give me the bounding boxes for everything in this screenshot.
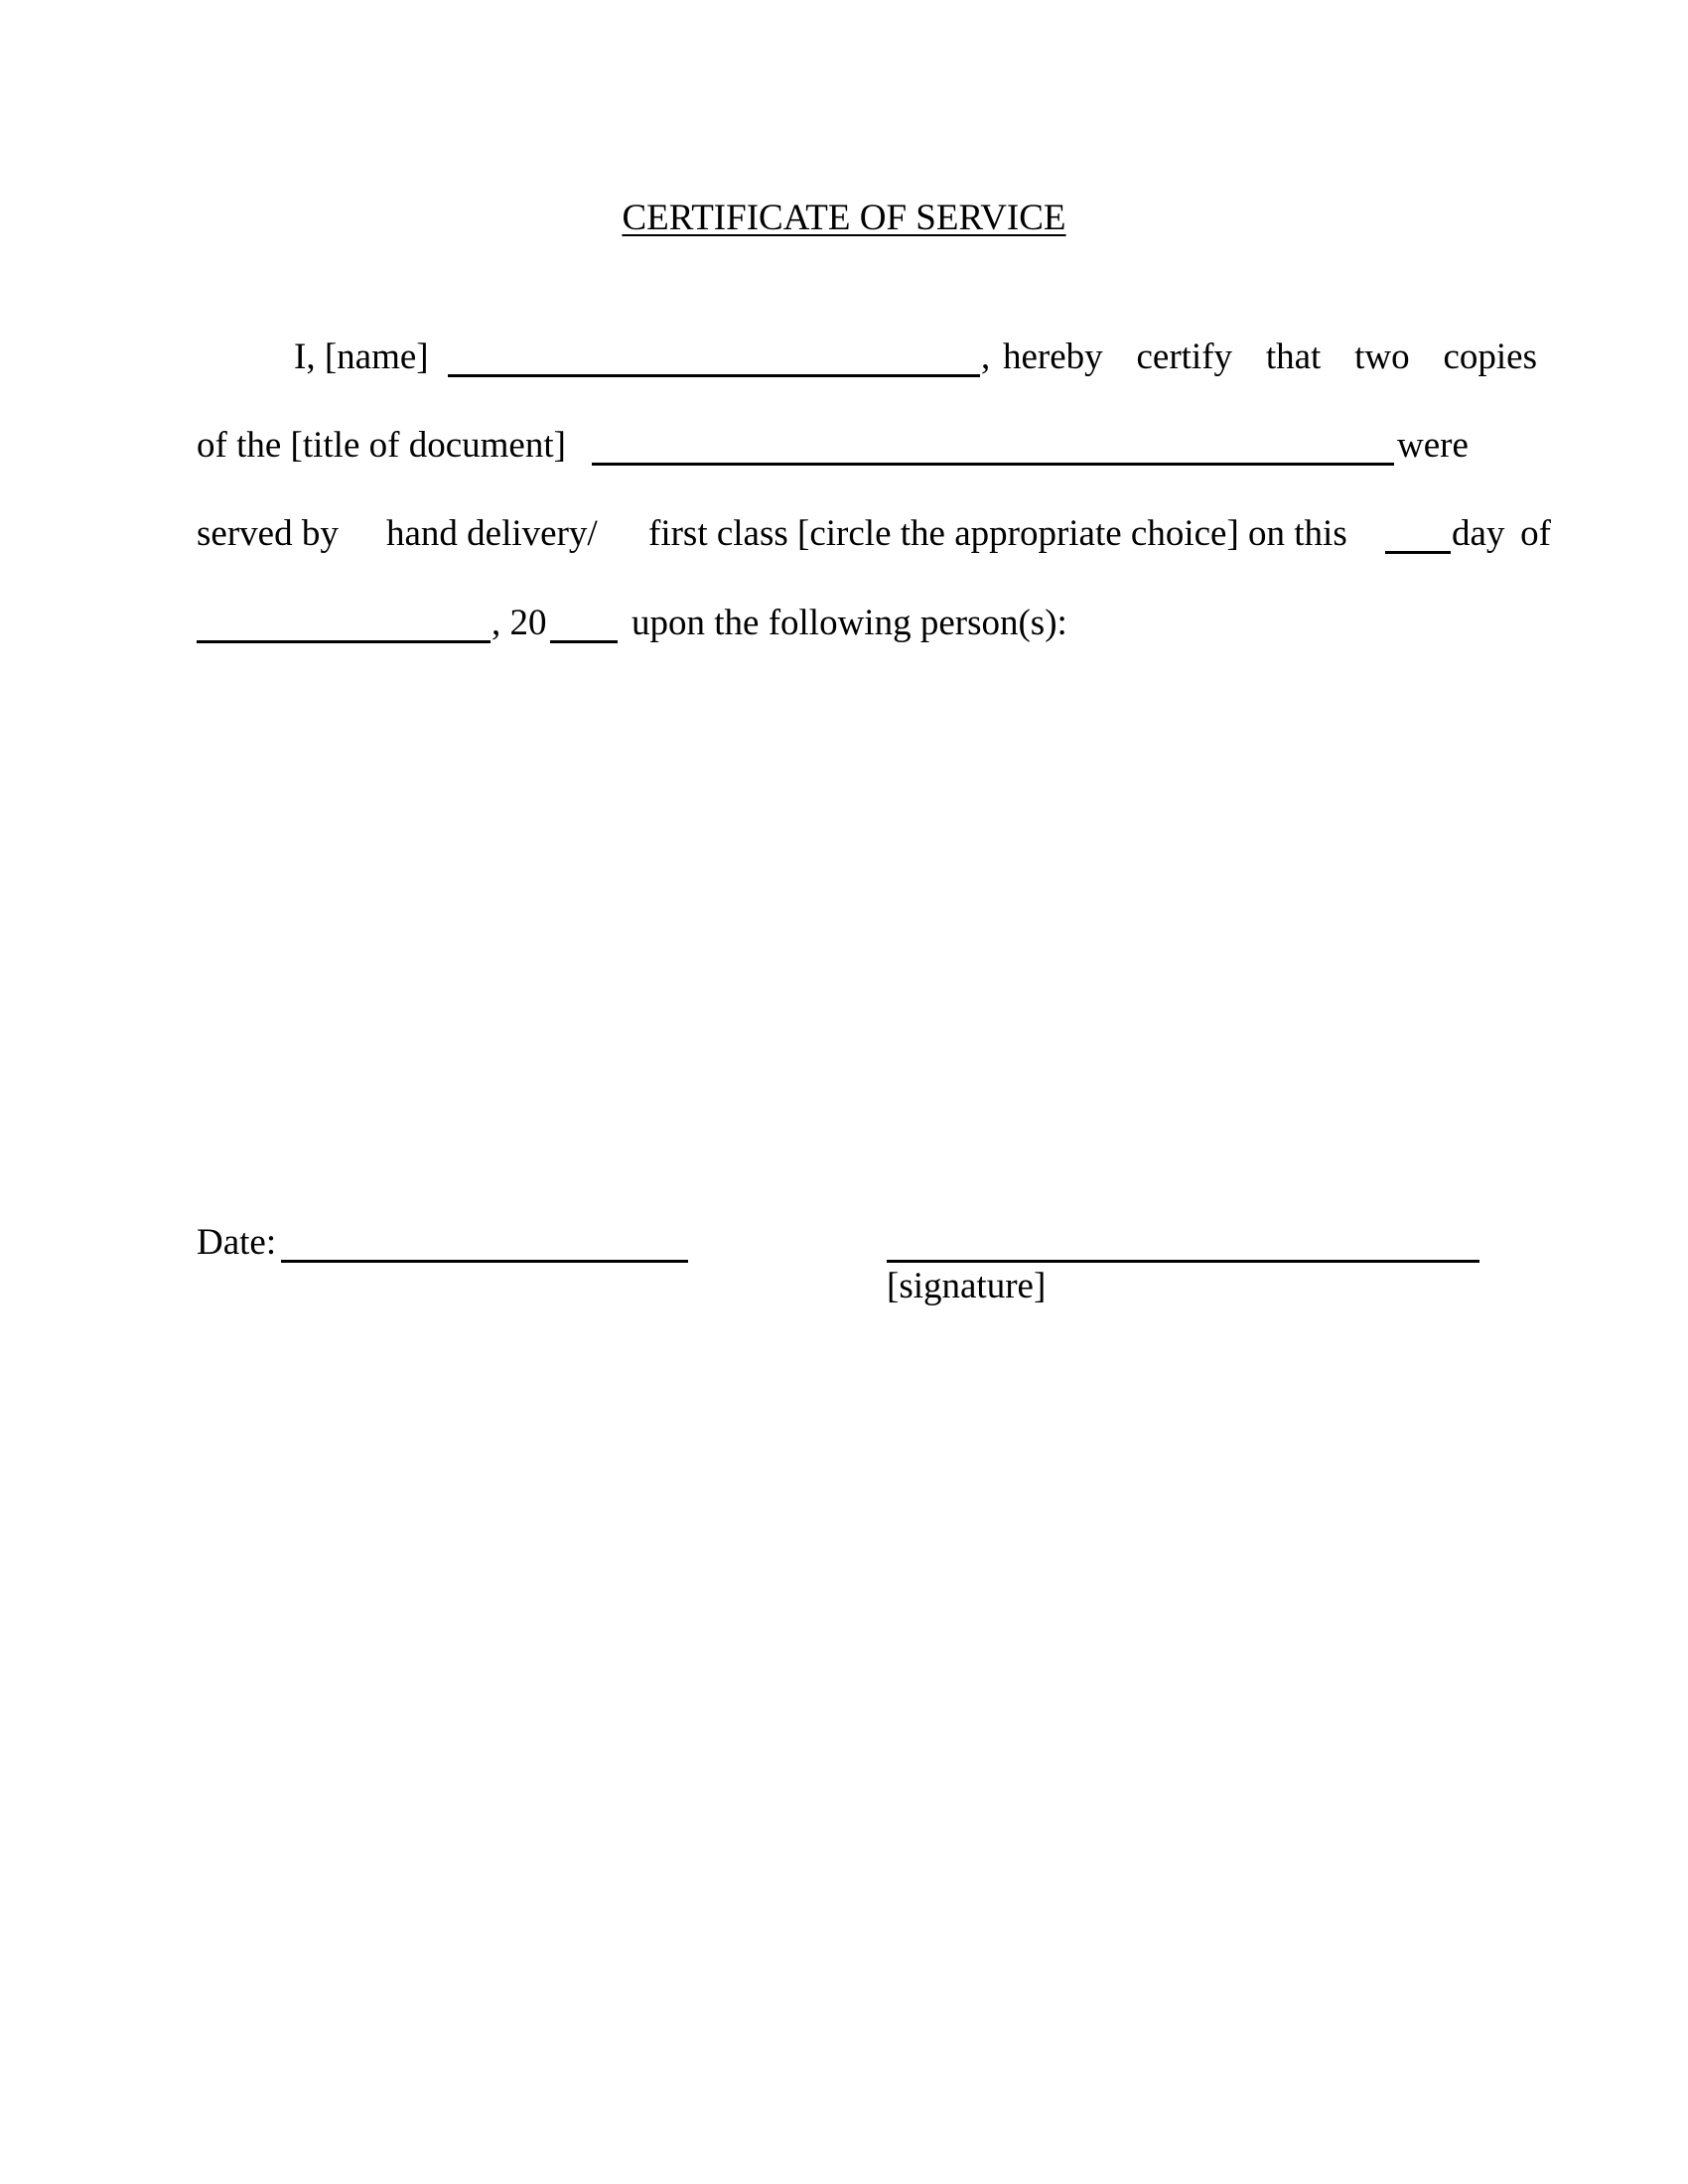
following-persons-text: upon the following person(s): [632, 603, 1067, 643]
page-title [0, 197, 1688, 240]
date-blank-line[interactable] [281, 1260, 688, 1263]
year-prefix-text: , 20 [492, 603, 547, 643]
month-blank-line[interactable] [197, 640, 491, 643]
document-title-intro-text: of the [title of document] [197, 425, 566, 466]
title-text: CERTIFICATE OF SERVICE [622, 198, 1066, 238]
first-class-option-text: first class [circle the appropriate choice] on this [648, 513, 1347, 554]
day-blank-line[interactable] [1385, 551, 1451, 554]
year-blank-line[interactable] [550, 640, 618, 643]
name-blank-line[interactable] [448, 374, 980, 377]
hand-delivery-option[interactable]: hand delivery/ [386, 513, 598, 554]
were-text: were [1397, 425, 1469, 466]
signature-label: [signature] [887, 1266, 1047, 1306]
date-signature-row [197, 1221, 1537, 1340]
name-comma-text: , [981, 337, 991, 377]
signature-blank-line[interactable] [887, 1260, 1479, 1263]
paragraph-line-3 [197, 512, 1551, 556]
paragraph-line-2 [197, 424, 1539, 468]
served-by-text: served by [197, 513, 339, 554]
name-intro-text: I, [name] [294, 337, 429, 377]
certify-text: hereby certify that two copies [1003, 337, 1537, 377]
paragraph-line-1 [197, 336, 1539, 379]
document-title-blank-line[interactable] [592, 463, 1394, 466]
day-of-text: day of [1452, 513, 1551, 554]
date-label: Date: [197, 1222, 277, 1263]
paragraph-line-4 [197, 602, 1539, 645]
